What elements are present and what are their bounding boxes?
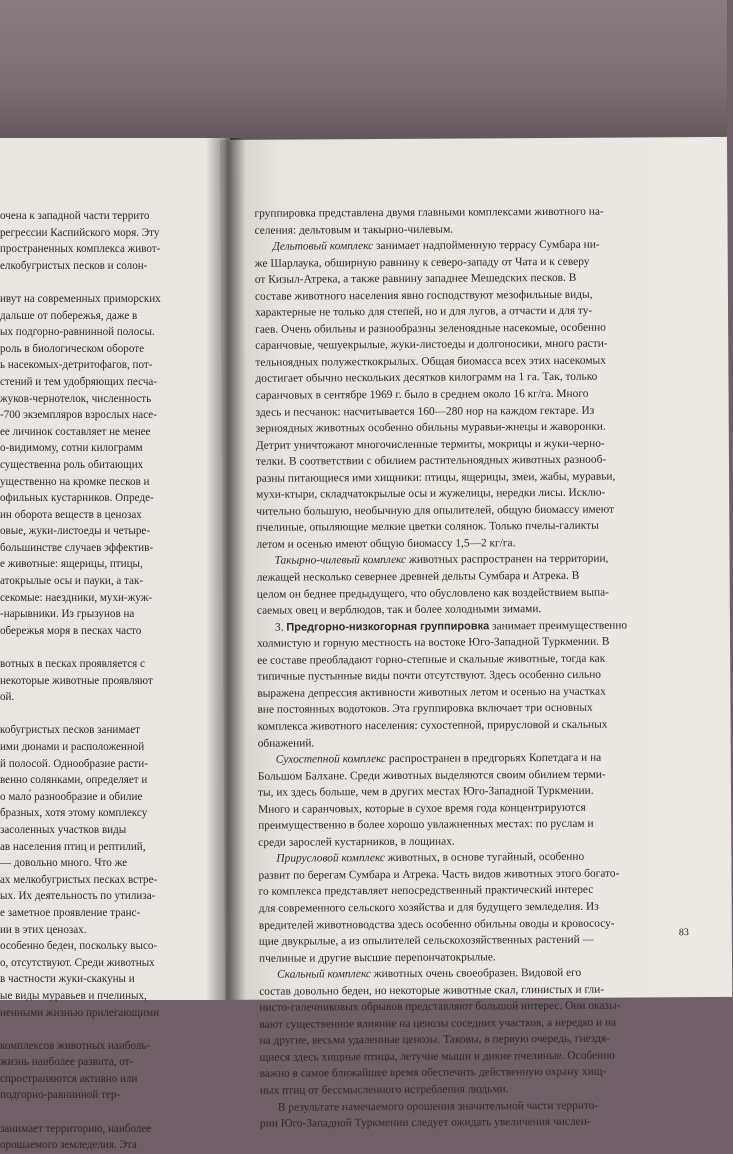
- text-run: гаев. Очень обильны и разнообразны зеленоядные насекомые, особенно: [255, 321, 606, 336]
- text-run: животных распространен на территории,: [406, 553, 609, 567]
- left-text-line: е животные: ящерицы, птицы,: [0, 558, 143, 571]
- left-text-line: вотных в песках проявляется с: [0, 658, 145, 671]
- left-text-line: ые виды муравьев и пчелиных,: [0, 989, 147, 1002]
- text-run: занимает надпойменную террасу Сумбара ни-: [373, 238, 600, 253]
- right-page: [220, 137, 732, 1130]
- text-run: лежащей несколько севернее древней дельты Сумбара и Атрека. В: [256, 569, 580, 584]
- text-run: саранчовые, чешуекрылые, жуки-листоеды и долгоносики, много расти-: [255, 338, 608, 353]
- left-text-line: [0, 1021, 222, 1038]
- left-text-line: роль в биологическом обороте: [0, 342, 144, 355]
- left-text-line: ивут на современных приморских: [0, 292, 161, 305]
- text-run: В результате намечаемого орошения значительной части террито-: [277, 1099, 599, 1114]
- left-text-line: офильных кустарников. Опреде-: [0, 492, 154, 505]
- text-run: летом и осенью имеют общую биомассу 1,5—2 кг/га.: [256, 537, 516, 551]
- left-text-line: [0, 706, 222, 723]
- text-run: комплекса животного населения: сухостепной, прирусловой и скальных: [257, 718, 608, 733]
- text-run: целом он беднее предыдущего, что обусловлено как воздействием выпа-: [256, 586, 609, 601]
- left-text-line: бразных, хотя этому комплексу: [0, 807, 148, 820]
- text-run: ее составе преобладают горно-степные и скальные животные, тогда как: [257, 652, 606, 667]
- left-text-line: существенна роль обитающих: [0, 458, 144, 471]
- text-run: Много и саранчовых, которые в сухое время года концентрируются: [258, 801, 586, 816]
- text-run: для современного сельского хозяйства и для будущего земледелия. Из: [258, 900, 599, 915]
- left-text-line: елкобугристых песков и солон-: [0, 259, 148, 272]
- left-text-line: спространяются активно или: [0, 1072, 138, 1085]
- left-text-line: венно солянками, определяет и: [0, 774, 148, 787]
- left-text-line: подгорно-равнинной тер-: [0, 1089, 121, 1102]
- left-text-line: й полосой. Однообразие расти-: [0, 757, 148, 770]
- text-run: мухи-ктыри, складчатокрылые осы и жужелицы, нередки лисы. Исклю-: [256, 486, 606, 502]
- text-run: вне постоянных водотоков. Эта группировка включает три основных: [257, 702, 593, 717]
- text-run: пчелиные, опыляющие мелкие цветки солянок. Только пчелы-галикты: [256, 520, 599, 535]
- left-text-line: особенно беден, поскольку высо-: [0, 940, 158, 953]
- left-text-line: в частности жуки-скакуны и: [0, 973, 135, 986]
- left-text-line: [0, 639, 222, 656]
- left-text-line: -нарывники. Из грызунов на: [0, 608, 135, 621]
- left-text-line: секомые: наездники, мухи-жуж-: [0, 591, 153, 604]
- left-text-line: обережья моря в песках часто: [0, 624, 142, 637]
- scan-background: [0, 0, 727, 150]
- italic-term: Дельтовый комплекс: [272, 240, 374, 253]
- left-text-line: -700 экземпляров взрослых насе-: [0, 409, 157, 422]
- text-run: щие двукрылые, а из опылителей сельскохозяйственных растений —: [258, 933, 594, 948]
- book-gutter: [206, 138, 246, 1000]
- left-text-line: занимает территорию, наиболее: [0, 1122, 152, 1135]
- text-run: Большом Балхане. Среди животных выделяются своим обилием терми-: [257, 768, 606, 783]
- text-run: пчелиные и другие высшие перепончатокрылые.: [258, 950, 496, 965]
- text-run: типичные пустынные виды почти отсутствуют. Здесь особенно сильно: [257, 668, 602, 684]
- left-text-line: ой.: [0, 691, 15, 704]
- text-run: ных птиц от бессмысленного истребления людьми.: [259, 1083, 509, 1097]
- left-text-line: большинстве случаев эффектив-: [0, 541, 154, 554]
- page-number: 83: [678, 927, 689, 939]
- left-text-line: засоленных участков виды: [0, 823, 127, 836]
- left-text-line: ах мелкобугристых песках встре-: [0, 873, 158, 886]
- text-run: саемых овец и верблюдов, так и более холодными зимами.: [256, 603, 542, 617]
- left-page: [0, 138, 230, 1152]
- left-text-line: овые, жуки-листоеды и четыре-: [0, 525, 151, 538]
- text-run: зерноядных животных особенно обильны муравьи-жнецы и жаворонки.: [255, 420, 606, 435]
- text-run: селения: дельтовым и такырно-чилевым.: [254, 223, 454, 237]
- left-text-line: дальше от побережья, даже в: [0, 309, 138, 322]
- italic-term: Скальный комплекс: [277, 968, 371, 981]
- left-text-line: кобугристых песков занимает: [0, 724, 140, 737]
- left-text-line: ых. Их деятельность по утилиза-: [0, 890, 156, 903]
- text-run: занимает преимущественно: [489, 619, 628, 633]
- left-text-line: ь насекомых-детритофагов, пот-: [0, 359, 153, 372]
- text-run: холмистую и горную местность на востоке Юго-Западной Туркмении. В: [257, 635, 610, 651]
- text-run: важно в самое ближайшее время обеспечить действенную охрану хищ-: [259, 1066, 607, 1081]
- text-run: среди зарослей кустарников, в лощинах.: [258, 835, 455, 849]
- left-text-line: [0, 1104, 222, 1121]
- text-run: Детрит уничтожают многочисленные термиты, мокрицы и жуки-черно-: [255, 437, 605, 452]
- left-text-line: пространенных комплекса живот-: [0, 243, 161, 256]
- text-run: чительно большую, необычную для опылителей, общую биомассу имеют: [256, 503, 615, 518]
- text-run: вредителей животноводства здесь особенно обильны оводы и кровососу-: [258, 917, 615, 932]
- left-text-line: е заметное проявление транс-: [0, 906, 141, 919]
- text-run: развит по берегам Сумбара и Атрека. Часть видов животных этого богато-: [258, 867, 620, 882]
- left-text-line: жизнь наиболее развита, от-: [0, 1056, 134, 1069]
- text-run: телки. В соответствии с обилием растительноядных животных разнооб-: [255, 453, 607, 468]
- left-text-line: стений и тем удобряющих песча-: [0, 375, 158, 388]
- text-run: вают существенное влияние на ценозы соседних участков, а нередко и на: [259, 1016, 617, 1031]
- text-run: характерные не только для степей, но и для лугов, а отчасти и для ту-: [255, 305, 593, 320]
- left-text-line: ых подгорно-равнинной полосы.: [0, 326, 155, 339]
- left-text-line: ее личинок составляет не менее: [0, 425, 151, 438]
- right-page-text: [254, 203, 712, 1132]
- text-run: выражена депрессия активности животных летом и осенью на участках: [257, 685, 606, 700]
- left-text-line: комплексов животных наиболь-: [0, 1039, 151, 1052]
- left-text-line: о мало́ разнообразие и обилие: [0, 790, 143, 803]
- left-page-text: [0, 208, 222, 1154]
- text-run: разны питающиеся ими хищники: птицы, ящерицы, змеи, жабы, муравьи,: [256, 470, 616, 485]
- text-run: животных очень своеобразен. Видовой его: [370, 966, 582, 981]
- left-text-line: жуков-чернотелок, численность: [0, 392, 152, 405]
- left-text-line: ии в этих ценозах.: [0, 923, 87, 936]
- text-run: рии Юго-Западной Туркмении следует ожидать увеличения числен-: [259, 1115, 591, 1130]
- text-run: составе животного населения явно господствуют мезофильные виды,: [254, 288, 593, 303]
- text-run: го комплекса представляет непосредственный практический интерес: [258, 884, 594, 899]
- text-run: на другие, весьма удаленные ценозы. Таковы, в первую очередь, гнездя-: [259, 1032, 611, 1048]
- bold-term: Предгорно-низкогорная группировка: [286, 620, 490, 634]
- text-run: обнажений.: [257, 736, 315, 750]
- right-text-line: [260, 1113, 712, 1132]
- text-run: тельноядных полужесткокрылых. Общая биомасса всех этих насекомых: [255, 354, 606, 369]
- text-run: нисто-галечниковых обрывов представляют большой интерес. Они оказы-: [259, 999, 621, 1015]
- text-run: распространен в предгорьях Копетдага и на: [386, 751, 602, 766]
- text-run: достигает обычно нескольких десятков килограмм на 1 га. Так, только: [255, 371, 598, 386]
- left-text-line: ими дюнами и расположенной: [0, 741, 145, 753]
- left-text-line: некоторые животные проявляют: [0, 674, 153, 687]
- text-run: преимущественно в более хорошо увлажненных местах: по руслам и: [258, 817, 594, 833]
- italic-term: Прирусловой комплекс: [276, 852, 385, 865]
- text-run: животных, в основе тугайный, особенно: [384, 851, 585, 865]
- text-run: же Шарлаука, обширную равнину к северо-западу от Чата и к северу: [254, 255, 590, 270]
- italic-term: Такырно-чилевый комплекс: [274, 554, 407, 568]
- left-text-line: [0, 274, 222, 291]
- text-run: саранчовых в сентябре 1969 г. было в среднем около 16 кг/га. Много: [255, 387, 589, 402]
- left-text-line: ав населения птиц и рептилий,: [0, 840, 146, 853]
- text-run: здесь и песчанок: насчитывается 160—280 нор на каждом гектаре. Из: [255, 404, 595, 419]
- left-text-line: атокрылые осы и пауки, а так-: [0, 575, 144, 588]
- text-run: состав довольно беден, но некоторые животные скал, глинистых и гли-: [259, 983, 605, 998]
- left-text-line: ин оборота веществ в ценозах: [0, 508, 142, 521]
- left-text-line: орошаемого земледелия. Эта: [0, 1139, 137, 1152]
- left-text-line: ущественно на кромке песков и: [0, 475, 150, 488]
- left-text-line: ненными жизнью прилегающими: [0, 1006, 160, 1019]
- text-run: группировка представлена двумя главными комплексами животного на-: [254, 205, 604, 220]
- left-text-line: о, отсутствуют. Среди животных: [0, 956, 155, 969]
- left-text-line: регрессии Каспийского моря. Эту: [0, 226, 160, 239]
- italic-term: Сухостепной комплекс: [275, 753, 387, 766]
- left-text-line: — довольно много. Что же: [0, 857, 128, 870]
- left-text-line: о-видимому, сотни килограмм: [0, 442, 143, 455]
- left-text-line: очена к западной части террито: [0, 210, 150, 222]
- text-run: щиеся здесь хищные птицы, летучие мыши и дикие пчелиные. Особенно: [259, 1049, 616, 1064]
- text-run: от Кизыл-Атрека, а также равнину западнее Мешедских песков. В: [254, 272, 577, 286]
- text-run: ты, их здесь больше, чем в других местах Юго-Западной Туркмении.: [257, 784, 594, 799]
- text-run: 3.: [274, 621, 287, 634]
